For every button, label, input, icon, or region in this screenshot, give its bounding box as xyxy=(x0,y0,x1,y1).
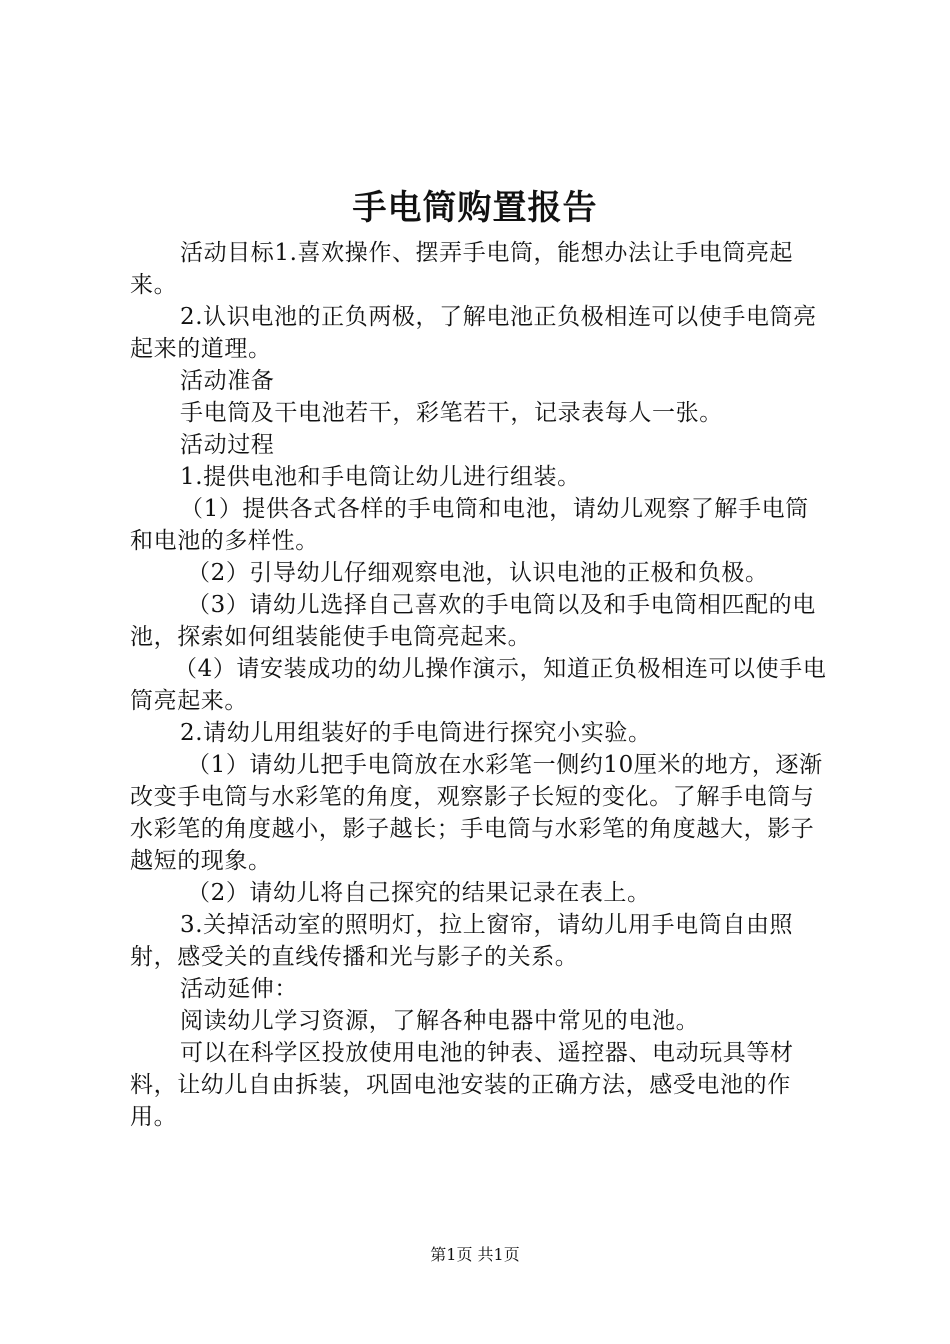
heading-extension: 活动延伸： xyxy=(180,976,298,1002)
document-body xyxy=(130,237,830,1133)
paragraph-step-1: 1.提供电池和手电筒让幼儿进行组装。 xyxy=(180,464,581,490)
heading-preparation: 活动准备 xyxy=(180,368,275,394)
paragraph-step-3: 3.关掉活动室的照明灯，拉上窗帘，请幼儿用手电筒自由照射，感受关的直线传播和光与影子的关系。 xyxy=(130,912,794,970)
paragraph-step-2-1: （1）请幼儿把手电筒放在水彩笔一侧约10厘米的地方，逐渐改变手电筒与水彩笔的角度，观察影子长短的变化。了解手电筒与水彩笔的角度越小，影子越长；手电筒与水彩笔的角度越大，影子越短的现象。 xyxy=(130,752,823,874)
paragraph-goal-1: 活动目标1.喜欢操作、摆弄手电筒，能想办法让手电筒亮起来。 xyxy=(130,240,794,298)
document-title: 手电筒购置报告 xyxy=(352,188,598,228)
paragraph-goal-2: 2.认识电池的正负两极，了解电池正负极相连可以使手电筒亮起来的道理。 xyxy=(130,304,817,362)
paragraph-step-1-2: （2）引导幼儿仔细观察电池，认识电池的正极和负极。 xyxy=(187,560,769,586)
paragraph-step-2: 2.请幼儿用组装好的手电筒进行探究小实验。 xyxy=(180,720,652,746)
heading-process: 活动过程 xyxy=(180,432,275,458)
paragraph-step-1-4: （4）请安装成功的幼儿操作演示，知道正负极相连可以使手电筒亮起来。 xyxy=(130,656,827,714)
page-number-footer: 第1页 共1页 xyxy=(430,1245,520,1264)
paragraph-step-1-1: （1）提供各式各样的手电筒和电池，请幼儿观察了解手电筒和电池的多样性。 xyxy=(130,496,809,554)
paragraph-extension-2: 可以在科学区投放使用电池的钟表、遥控器、电动玩具等材料，让幼儿自由拆装，巩固电池安装的正确方法，感受电池的作用。 xyxy=(130,1040,794,1130)
paragraph-step-2-2: （2）请幼儿将自己探究的结果记录在表上。 xyxy=(187,880,651,906)
paragraph-step-1-3: （3）请幼儿选择自己喜欢的手电筒以及和手电筒相匹配的电池，探索如何组装能使手电筒亮起来。 xyxy=(130,592,816,650)
paragraph-materials: 手电筒及干电池若干，彩笔若干，记录表每人一张。 xyxy=(180,400,723,426)
paragraph-extension-1: 阅读幼儿学习资源，了解各种电器中常见的电池。 xyxy=(180,1008,700,1034)
